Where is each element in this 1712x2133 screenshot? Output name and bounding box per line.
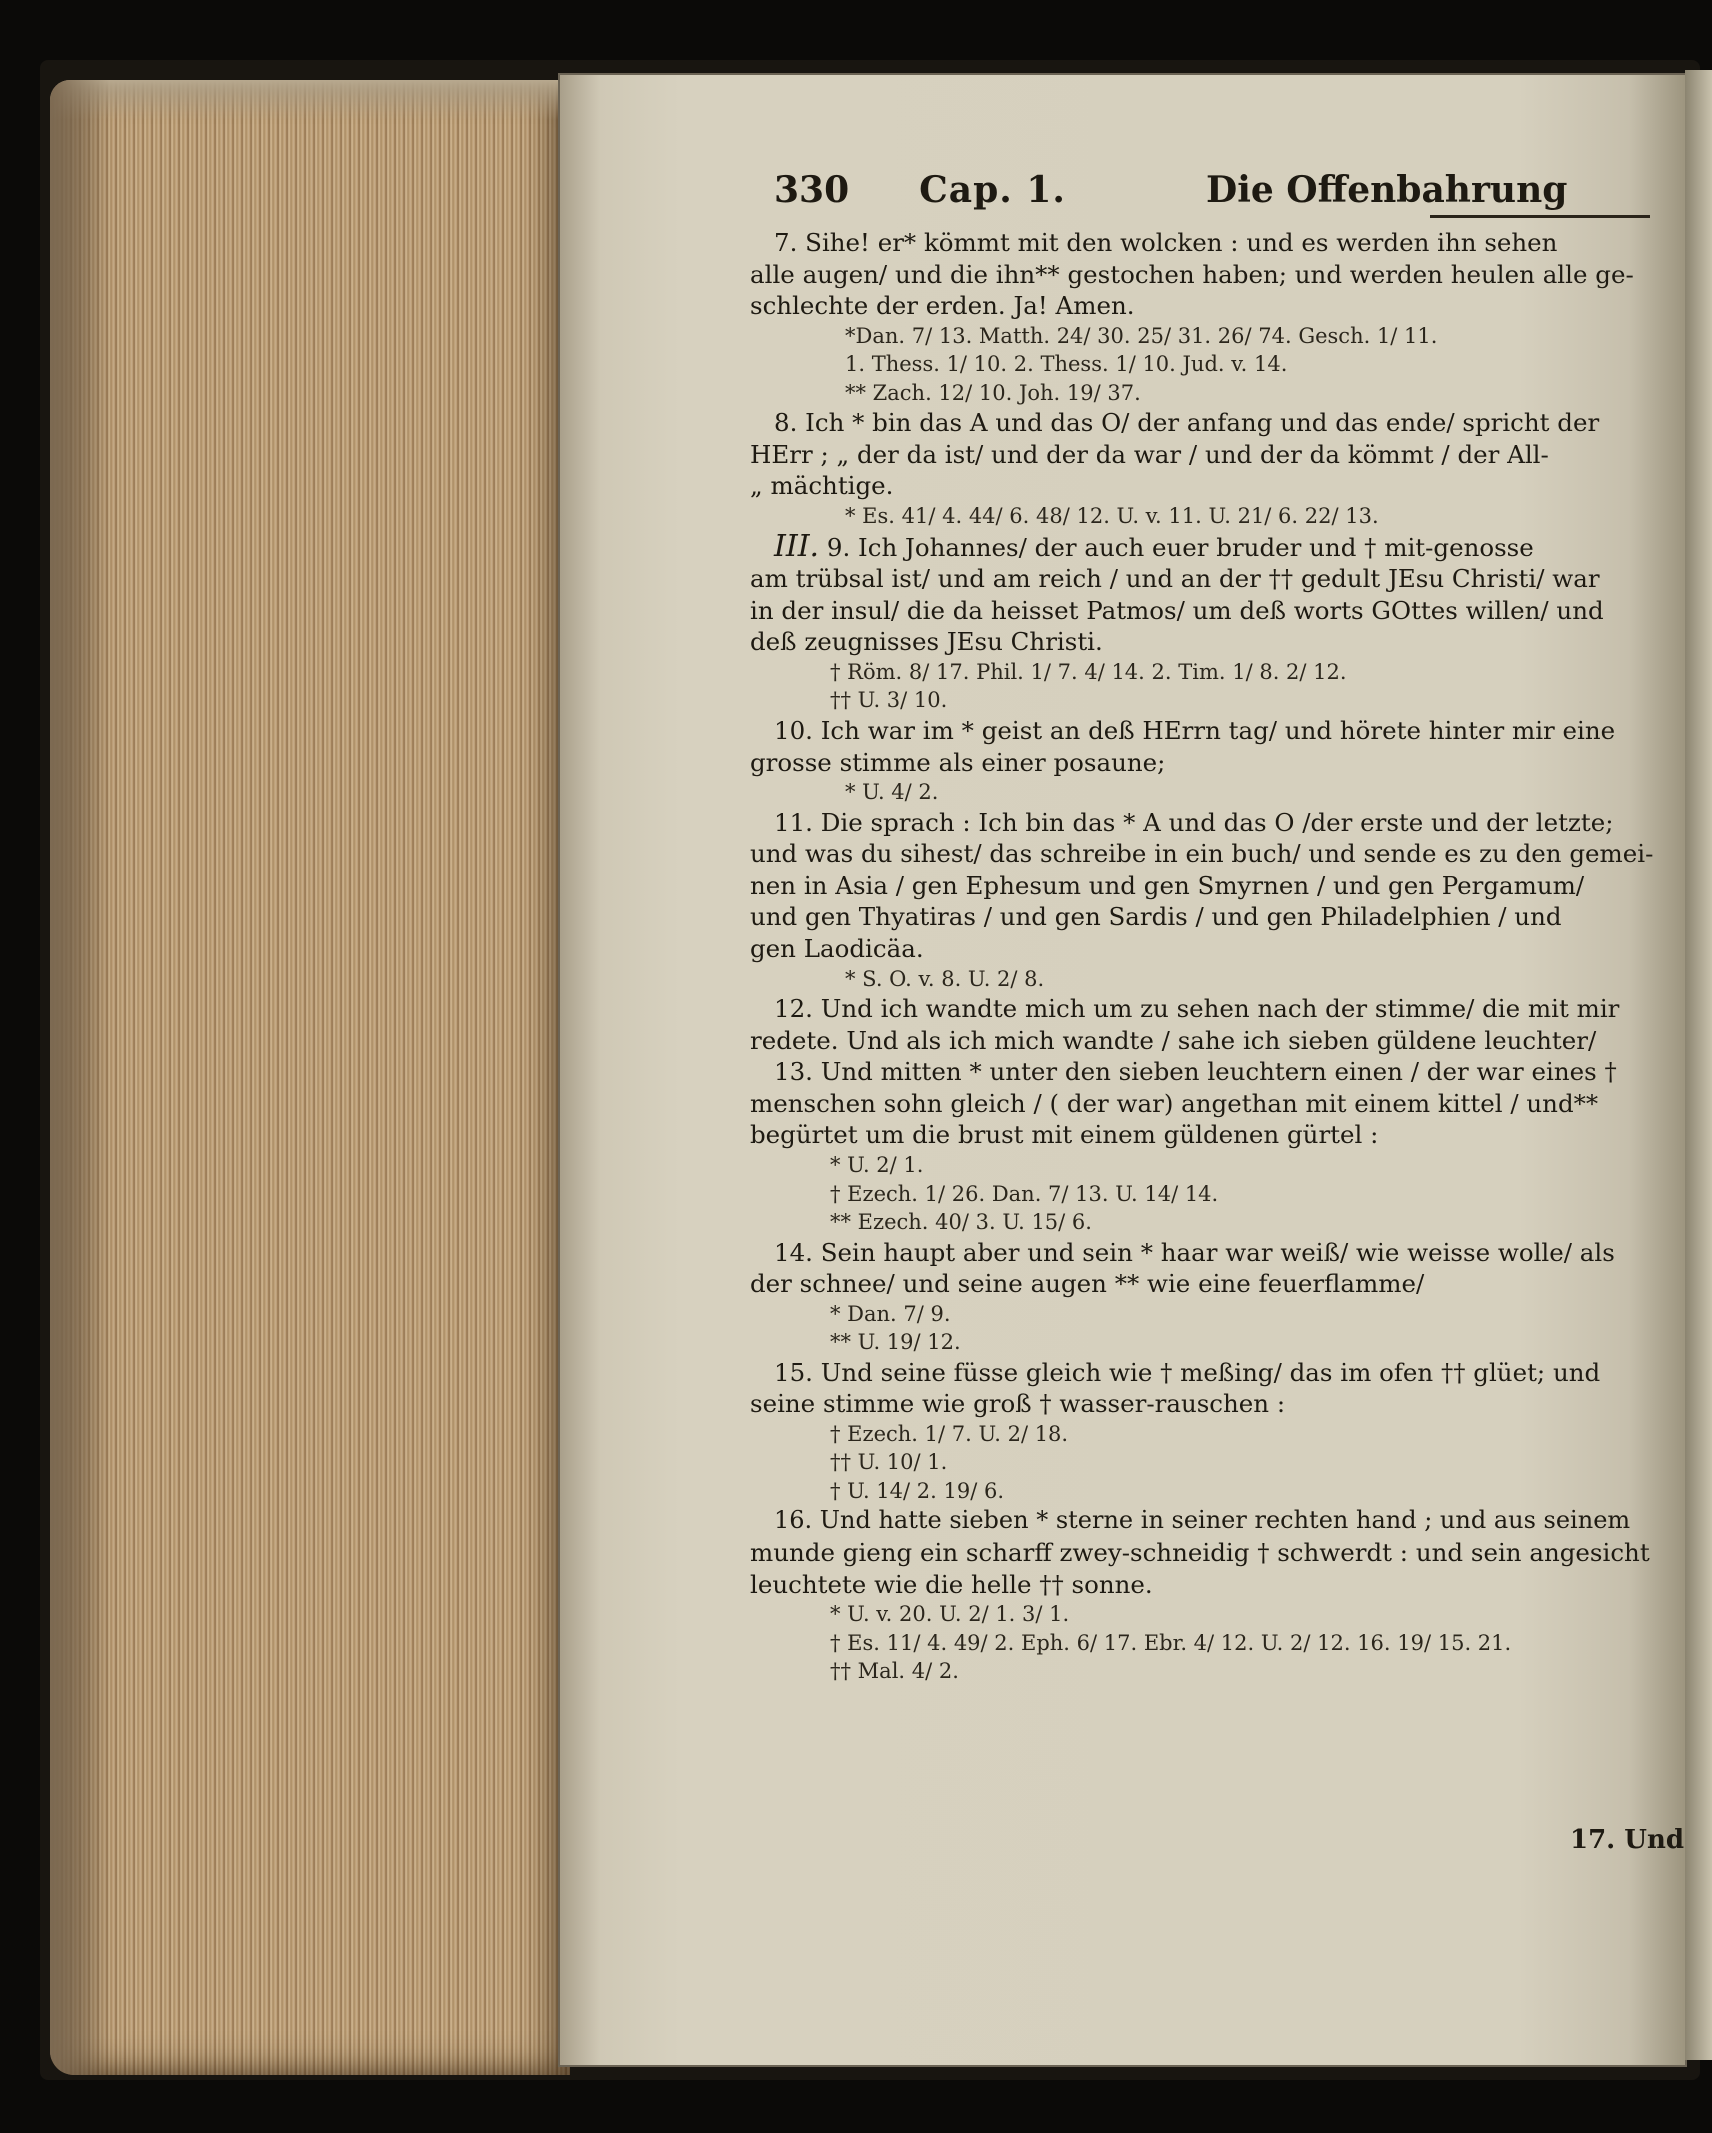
cross-reference: † Es. 11/ 4. 49/ 2. Eph. 6/ 17. Ebr. 4/ 12. U. 2/ 12. 16. 19/ 15. 21. [830, 1630, 1512, 1655]
cross-reference: * U. v. 20. U. 2/ 1. 3/ 1. [830, 1602, 1070, 1627]
verse-9 [750, 528, 1655, 715]
verse-14 [750, 1237, 1655, 1357]
verse-line: 7. Sihe! er* kömmt mit den wolcken : und es werden ihn sehen [774, 228, 1558, 257]
verse-line: nen in Asia / gen Ephesum und gen Smyrnen / und gen Pergamum/ [750, 870, 1585, 900]
verse-7 [750, 227, 1655, 407]
verse-12 [750, 993, 1655, 1056]
cross-reference: ** Zach. 12/ 10. Joh. 19/ 37. [845, 380, 1141, 405]
cross-reference: † Ezech. 1/ 7. U. 2/ 18. [830, 1421, 1069, 1446]
verse-13 [750, 1056, 1655, 1236]
cross-reference: †† Mal. 4/ 2. [830, 1659, 959, 1684]
verse-line: leuchtete wie die helle †† sonne. [750, 1569, 1153, 1599]
verse-line: seine stimme wie groß † wasser-rauschen : [750, 1389, 1286, 1419]
verse-15 [750, 1357, 1655, 1506]
verse-line: 16. Und hatte sieben * sterne in seiner rechten hand ; und aus seinem [774, 1506, 1631, 1535]
verse-8 [750, 407, 1655, 530]
section-numeral: III. [774, 528, 820, 564]
page-text [750, 169, 1655, 1686]
cross-reference: *Dan. 7/ 13. Matth. 24/ 30. 25/ 31. 26/ 74. Gesch. 1/ 11. [845, 323, 1438, 348]
verse-line: munde gieng ein scharff zwey-schneidig † schwerdt : und sein angesicht [750, 1538, 1650, 1568]
catchword: 17. Und [1570, 1825, 1685, 1855]
verse-line: und was du sihest/ das schreibe in ein buch/ und sende es zu den gemei- [750, 839, 1654, 869]
cross-reference: 1. Thess. 1/ 10. 2. Thess. 1/ 10. Jud. v. 14. [845, 352, 1288, 377]
verse-line: 15. Und seine füsse gleich wie † meßing/ das im ofen †† glüet; und [774, 1357, 1601, 1387]
verse-line: in der insul/ die da heisset Patmos/ um deß worts GOttes willen/ und [750, 595, 1604, 625]
verse-line: schlechte der erden. Ja! Amen. [750, 291, 1135, 321]
verse-line: 12. Und ich wandte mich um zu sehen nach der stimme/ die mit mir [774, 994, 1620, 1024]
cross-reference: * U. 2/ 1. [830, 1153, 924, 1178]
verse-line: grosse stimme als einer posaune; [750, 747, 1166, 777]
verse-line: begürtet um die brust mit einem güldenen gürtel : [750, 1120, 1379, 1150]
cross-reference: † Ezech. 1/ 26. Dan. 7/ 13. U. 14/ 14. [830, 1181, 1219, 1206]
verse-line: und gen Thyatiras / und gen Sardis / und gen Philadelphien / und [750, 902, 1562, 932]
verse-line: 13. Und mitten * unter den sieben leuchtern einen / der war eines † [774, 1057, 1617, 1087]
cross-reference: ** Ezech. 40/ 3. U. 15/ 6. [830, 1210, 1092, 1235]
verse-line: alle augen/ und die ihn** gestochen haben; und werden heulen alle ge- [750, 259, 1634, 289]
verse-line: HErr ; „ der da ist/ und der da war / und der da kömmt / der All- [750, 439, 1549, 469]
verse-line: der schnee/ und seine augen ** wie eine feuerflamme/ [750, 1269, 1425, 1299]
verse-line: am trübsal ist/ und am reich / und an der †† gedult JEsu Christi/ war [750, 564, 1600, 594]
cross-reference: †† U. 3/ 10. [830, 688, 948, 713]
book-title: Die Offenbahrung [1205, 169, 1568, 211]
verse-line: deß zeugnisses JEsu Christi. [750, 627, 1103, 657]
verse-line: redete. Und als ich mich wandte / sahe ich sieben güldene leuchter/ [750, 1025, 1597, 1055]
chapter-label: Cap. 1. [919, 169, 1066, 211]
verse-line: 14. Sein haupt aber und sein * haar war weiß/ wie weisse wolle/ als [774, 1237, 1615, 1267]
cross-reference: † U. 14/ 2. 19/ 6. [830, 1478, 1004, 1503]
verse-line: 11. Die sprach : Ich bin das * A und das O /der erste und der letzte; [774, 807, 1614, 837]
cross-reference: † Röm. 8/ 17. Phil. 1/ 7. 4/ 14. 2. Tim. 1/ 8. 2/ 12. [830, 659, 1347, 684]
running-header [774, 169, 1655, 227]
verse-line: „ mächtige. [750, 471, 894, 501]
page-number: 330 [774, 169, 850, 211]
cross-reference: * Dan. 7/ 9. [830, 1301, 951, 1326]
verse-line: gen Laodicäa. [750, 934, 924, 963]
verse-11 [750, 807, 1655, 993]
cross-reference: * U. 4/ 2. [845, 780, 939, 805]
verse-line: 8. Ich * bin das A und das O/ der anfang und das ende/ spricht der [774, 408, 1600, 438]
page-edges-stack [50, 80, 570, 2075]
cross-reference: ** U. 19/ 12. [830, 1330, 961, 1355]
cross-reference: * Es. 41/ 4. 44/ 6. 48/ 12. U. v. 11. U. 21/ 6. 22/ 13. [845, 504, 1379, 529]
cross-reference: †† U. 10/ 1. [830, 1450, 948, 1475]
verse-line: 10. Ich war im * geist an deß HErrn tag/ und hörete hinter mir eine [774, 715, 1616, 745]
cross-reference: * S. O. v. 8. U. 2/ 8. [845, 966, 1045, 991]
verse-line: III. 9. Ich Johannes/ der auch euer bruder und † mit-genosse [774, 528, 1534, 564]
verse-16 [750, 1505, 1655, 1685]
verse-line: menschen sohn gleich / ( der war) angethan mit einem kittel / und** [750, 1088, 1599, 1118]
facing-page-edge [1685, 70, 1712, 2060]
verse-10 [750, 715, 1655, 807]
